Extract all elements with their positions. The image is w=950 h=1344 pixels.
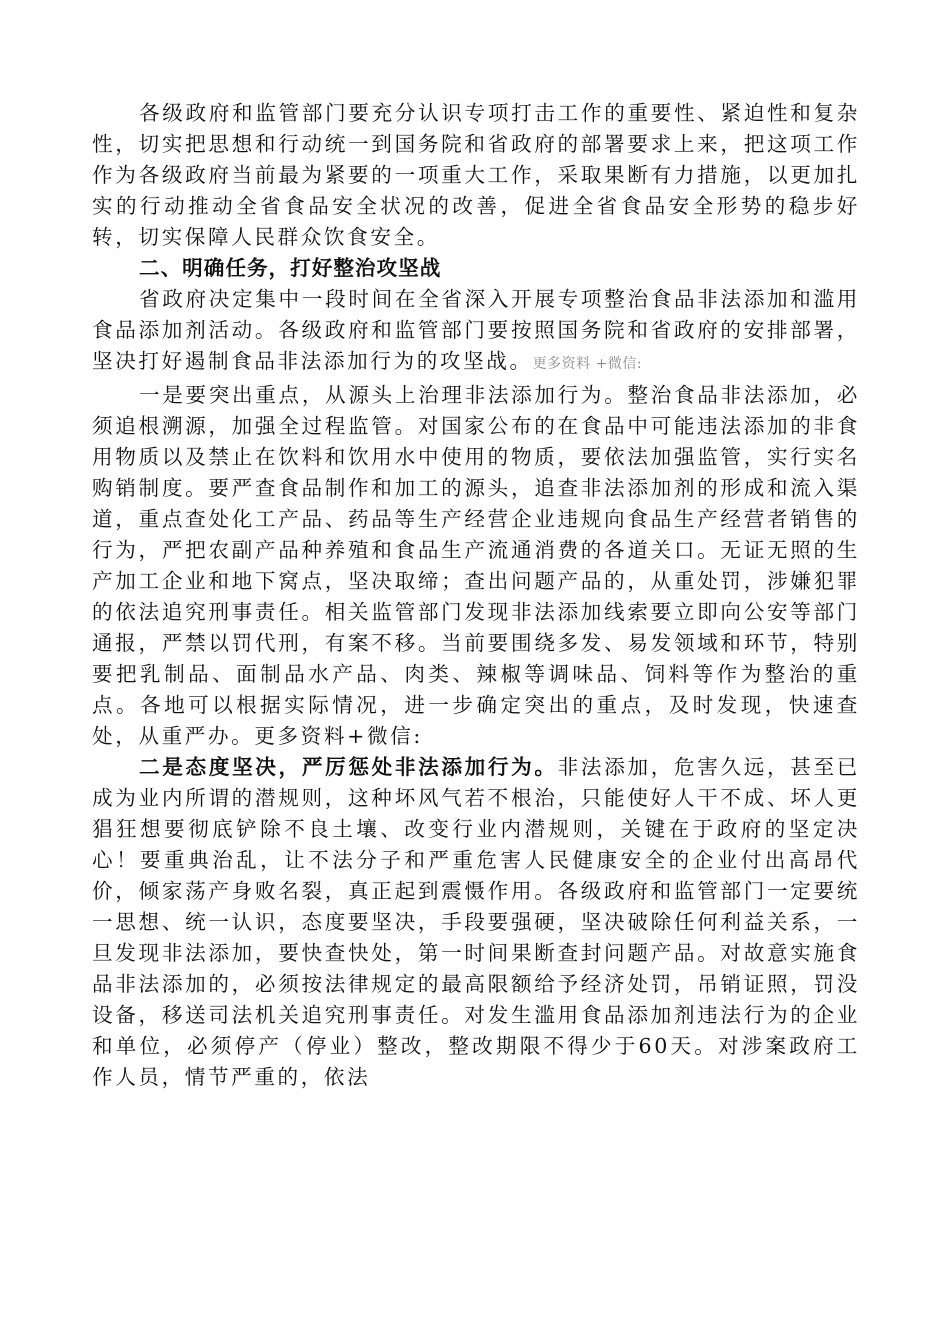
watermark-text: 更多资料 +微信: xyxy=(532,356,643,372)
paragraph-text: 一是要突出重点，从源头上治理非法添加行为。整治食品非法添加，必须追根溯源，加强全过程监管。对国家公布的在食品中可能违法添加的非食用物质以及禁止在饮料和饮用水中使用的物质，要依法加强监管，实行实名购销制度。要严查食品制作和加工的源头，追查非法添加剂的形成和流入渠道，重点查处化工产品、药品等生产经营企业违规向食品生产经营者销售的行为，严把农副产品种养殖和食品生产流通消费的各道关口。无证无照的生产加工企业和地下窝点，坚决取缔；查出问题产品的，从重处罚，涉嫌犯罪的依法追究刑事责任。相关监管部门发现非法添加线索要立即向公安等部门通报，严禁以罚代刑，有案不移。当前要围绕多发、易发领域和环节，特别要把乳制品、面制品水产品、肉类、辣椒等调味品、饲料等作为整治的重点。各地可以根据实际情况，进一步确定突出的重点，及时发现，快速查处，从重严办。更多资料+微信: xyxy=(92,383,860,748)
paragraph-text: 非法添加，危害久远，甚至已成为业内所谓的潜规则，这种坏风气若不根治，只能使好人干不成、坏人更猖狂想要彻底铲除不良土壤、改变行业内潜规则，关键在于政府的坚定决心！要重典治乱，让不法分子和严重危害人民健康安全的企业付出高昂代价，倾家荡产身败名裂，真正起到震慑作用。各级政府和监管部门一定要统一思想、统一认识，态度要坚决，手段要强硬，坚决破除任何利益关系，一旦发现非法添加，要快查快处，第一时间果断查封问题产品。对故意实施食品非法添加的，必须按法律规定的最高限额给予经济处罚，吊销证照，罚没设备，移送司法机关追究刑事责任。对发生滥用食品添加剂违法行为的企业和单位，必须停产（停业）整改，整改期限不得少于60天。对涉案政府工作人员，情节严重的，依法 xyxy=(92,755,860,1089)
section-heading xyxy=(92,253,860,284)
paragraph-text: 各级政府和监管部门要充分认识专项打击工作的重要性、紧迫性和复杂性，切实把思想和行动统一到国务院和省政府的部署要求上来，把这项工作作为各级政府当前最为紧要的一项重大工作，采取果断有力措施，以更加扎实的行动推动全省食品安全状况的改善，促进全省食品安全形势的稳步好转，切实保障人民群众饮食安全。 xyxy=(92,101,860,249)
heading-text: 二、明确任务，打好整治攻坚战 xyxy=(139,256,442,280)
paragraph-point-one xyxy=(92,380,860,752)
paragraph-text: 省政府决定集中一段时间在全省深入开展专项整治食品非法添加和滥用食品添加剂活动。各级政府和监管部门要按照国务院和省政府的安排部署，坚决打好遏制食品非法添加行为的攻坚战。 xyxy=(92,287,860,373)
paragraph-point-two xyxy=(92,752,860,1093)
paragraph-lead-bold: 二是态度坚决，严厉惩处非法添加行为。 xyxy=(139,755,558,779)
document-page xyxy=(92,98,860,1093)
paragraph-task xyxy=(92,284,860,380)
paragraph-intro xyxy=(92,98,860,253)
